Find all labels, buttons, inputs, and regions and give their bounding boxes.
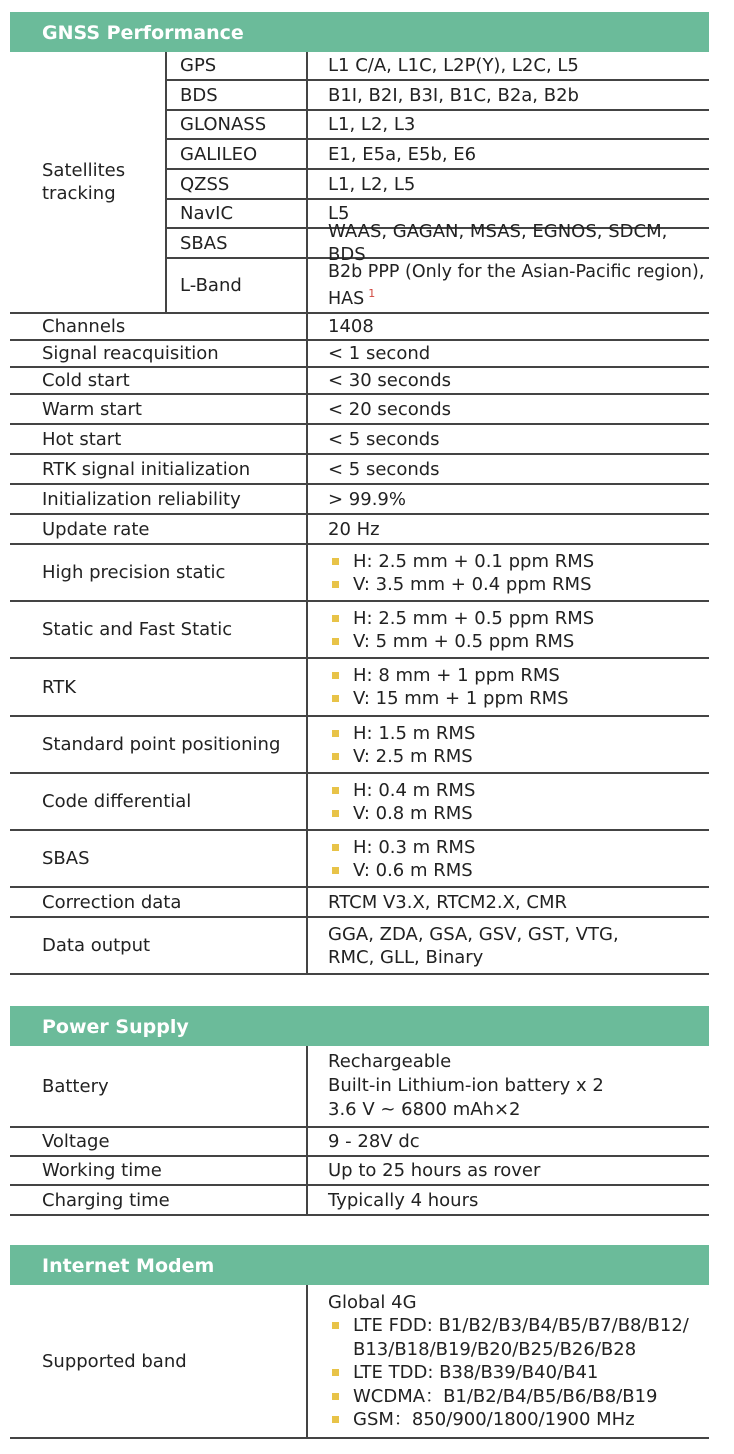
bullet-square-icon (332, 787, 339, 794)
section-header-power: Power Supply (10, 1006, 709, 1046)
system-name: GALILEO (180, 143, 258, 165)
system-name: BDS (180, 84, 218, 106)
spec-row-update-rate (10, 515, 709, 545)
bullet-item: V: 0.8 m RMS (328, 802, 475, 825)
spec-label: Charging time (42, 1189, 170, 1211)
spec-label: Data output (42, 935, 151, 956)
spec-label: Initialization reliability (42, 488, 241, 510)
accuracy-row-high-precision-static (10, 545, 709, 602)
spec-value: < 30 seconds (328, 370, 452, 391)
section-header-modem: Internet Modem (10, 1245, 709, 1285)
spec-value: Typically 4 hours (328, 1189, 479, 1211)
bullet-item: GSM：850/900/1800/1900 MHz (328, 1408, 689, 1432)
bullet-item: V: 3.5 mm + 0.4 ppm RMS (328, 573, 594, 596)
accuracy-row-code-differential (10, 774, 709, 831)
spec-value (328, 774, 475, 829)
system-signals: L1, L2, L5 (328, 173, 416, 195)
spec-label: Warm start (42, 398, 142, 420)
spec-value: > 99.9% (328, 488, 406, 510)
spec-label: RTK signal initialization (42, 458, 251, 480)
spec-value: < 20 seconds (328, 398, 452, 420)
system-name: NavIC (180, 203, 234, 224)
spec-label: SBAS (42, 848, 90, 869)
bullet-item: H: 8 mm + 1 ppm RMS (328, 664, 569, 687)
satellite-systems (167, 52, 709, 312)
gnss-performance-section (10, 12, 709, 968)
bullet-item: H: 2.5 mm + 0.1 ppm RMS (328, 550, 594, 573)
spec-row-channels (10, 314, 709, 341)
spec-row-battery (10, 1046, 709, 1128)
spec-value (328, 545, 594, 600)
bullet-item: LTE FDD: B1/B2/B3/B4/B5/B7/B8/B12/ (328, 1314, 689, 1338)
spec-label: Correction data (42, 891, 182, 913)
bullet-item: H: 2.5 mm + 0.5 ppm RMS (328, 607, 594, 630)
bullet-square-icon (332, 810, 339, 817)
spec-label: Standard point positioning (42, 734, 281, 755)
spec-value (328, 602, 594, 657)
system-signals: B1I, B2I, B3I, B1C, B2a, B2b (328, 84, 579, 106)
bullet-square-icon (332, 867, 339, 874)
bullet-square-icon (332, 1322, 339, 1329)
spec-label: Static and Fast Static (42, 619, 233, 640)
spec-row-correction-data (10, 888, 709, 918)
bullet-item: V: 15 mm + 1 ppm RMS (328, 687, 569, 710)
spec-label: RTK (42, 676, 76, 698)
bullet-square-icon (332, 638, 339, 645)
bullet-square-icon (332, 581, 339, 588)
spec-value: RTCM V3.X, RTCM2.X, CMR (328, 891, 568, 913)
spec-label: Voltage (42, 1131, 110, 1152)
bullet-square-icon (332, 1416, 339, 1423)
bullet-item: V: 5 mm + 0.5 ppm RMS (328, 630, 594, 653)
spec-value (328, 659, 569, 715)
power-supply-section (10, 1006, 709, 1211)
spec-value: < 5 seconds (328, 458, 440, 480)
bullet-item: H: 0.4 m RMS (328, 779, 475, 802)
bullet-item: H: 0.3 m RMS (328, 836, 475, 859)
footnote-marker: 1 (368, 287, 376, 301)
spec-row-voltage (10, 1128, 709, 1157)
spec-label: Code differential (42, 791, 192, 812)
spec-row-working-time (10, 1157, 709, 1186)
internet-modem-section (10, 1245, 709, 1430)
system-signals: B2b PPP (Only for the Asian-Pacific region), HAS $^1$ (328, 262, 705, 309)
accuracy-row-rtk (10, 659, 709, 717)
spec-row-signal-reacquisition (10, 341, 709, 368)
system-signals: L1 C/A, L1C, L2P(Y), L2C, L5 (328, 55, 579, 76)
system-row-sbas (167, 221, 709, 265)
spec-label: Working time (42, 1160, 162, 1181)
spec-value: 20 Hz (328, 518, 380, 540)
bullet-item: LTE TDD: B38/B39/B40/B41 (328, 1361, 689, 1385)
spec-row-rtk-init (10, 455, 709, 485)
spec-row-warm-start (10, 395, 709, 425)
spec-label: High precision static (42, 562, 226, 583)
bullet-item: WCDMA：B1/B2/B4/B5/B6/B8/B19 (328, 1385, 689, 1409)
spec-row-hot-start (10, 425, 709, 455)
spec-value: 9 - 28V dc (328, 1131, 420, 1152)
bullet-square-icon (332, 753, 339, 760)
bullet-square-icon (332, 695, 339, 702)
spec-value: < 5 seconds (328, 428, 440, 450)
spec-label: Channels (42, 316, 126, 337)
spec-row-supported-band (10, 1285, 709, 1439)
system-name: QZSS (180, 173, 230, 195)
system-row-glonass (167, 111, 709, 140)
accuracy-row-standard-point (10, 717, 709, 774)
spec-value: GGA, ZDA, GSA, GSV, GST, VTG, RMC, GLL, Binary (328, 923, 619, 968)
bullet-item: H: 1.5 m RMS (328, 722, 475, 745)
bullet-square-icon (332, 730, 339, 737)
system-name: L-Band (180, 275, 242, 296)
system-row-galileo (167, 140, 709, 170)
system-name: GPS (180, 55, 217, 76)
spec-label: Supported band (42, 1350, 187, 1372)
system-row-gps (167, 52, 709, 81)
spec-value (328, 831, 475, 886)
bullet-square-icon (332, 1369, 339, 1376)
spec-label: Hot start (42, 428, 122, 450)
system-row-qzss (167, 170, 709, 200)
accuracy-row-static-fast-static (10, 602, 709, 659)
accuracy-row-sbas (10, 831, 709, 888)
bullet-square-icon (332, 558, 339, 565)
spec-value: Up to 25 hours as rover (328, 1160, 541, 1181)
bullet-square-icon (332, 844, 339, 851)
spec-row-charging-time (10, 1186, 709, 1216)
satellites-tracking-row (10, 52, 709, 314)
spec-row-cold-start (10, 368, 709, 395)
spec-label: Cold start (42, 370, 130, 391)
spec-value (328, 717, 475, 772)
spec-value: Rechargeable Built-in Lithium-ion battery x 2 3.6 V ~ 6800 mAh×2 (328, 1051, 604, 1120)
system-row-bds (167, 81, 709, 111)
spec-row-init-reliability (10, 485, 709, 515)
spec-value: 1408 (328, 316, 374, 337)
system-name: SBAS (180, 232, 228, 254)
section-header-gnss: GNSS Performance (10, 12, 709, 52)
bullet-square-icon (332, 615, 339, 622)
spec-value: < 1 second (328, 343, 431, 364)
system-signals: E1, E5a, E5b, E6 (328, 143, 477, 165)
bullet-square-icon (332, 672, 339, 679)
system-signals: L5 (328, 203, 350, 224)
spec-label: Signal reacquisition (42, 343, 219, 364)
system-row-lband (167, 259, 709, 312)
spec-value: Global 4G LTE FDD: B1/B2/B3/B4/B5/B7/B8/B12/ B13/B18/B19/B20/B25/B26/B28 LTE TDD: B38/B39/B40/B41 WCDMA：B1/B2/B4/B5/B6/B8/B19 GSM：850/900/1800/1900 MHz (328, 1291, 689, 1430)
system-signals: WAAS, GAGAN, MSAS, EGNOS, SDCM, BDS (328, 221, 668, 265)
system-name: GLONASS (180, 114, 267, 135)
system-signals: L1, L2, L3 (328, 114, 416, 135)
spec-label: Battery (42, 1075, 109, 1097)
satellites-tracking-label: Satellites tracking (42, 160, 126, 204)
bullet-item: V: 2.5 m RMS (328, 745, 475, 768)
bullet-square-icon (332, 1393, 339, 1400)
spec-label: Update rate (42, 518, 150, 540)
bullet-item: V: 0.6 m RMS (328, 859, 475, 882)
spec-row-data-output (10, 918, 709, 975)
